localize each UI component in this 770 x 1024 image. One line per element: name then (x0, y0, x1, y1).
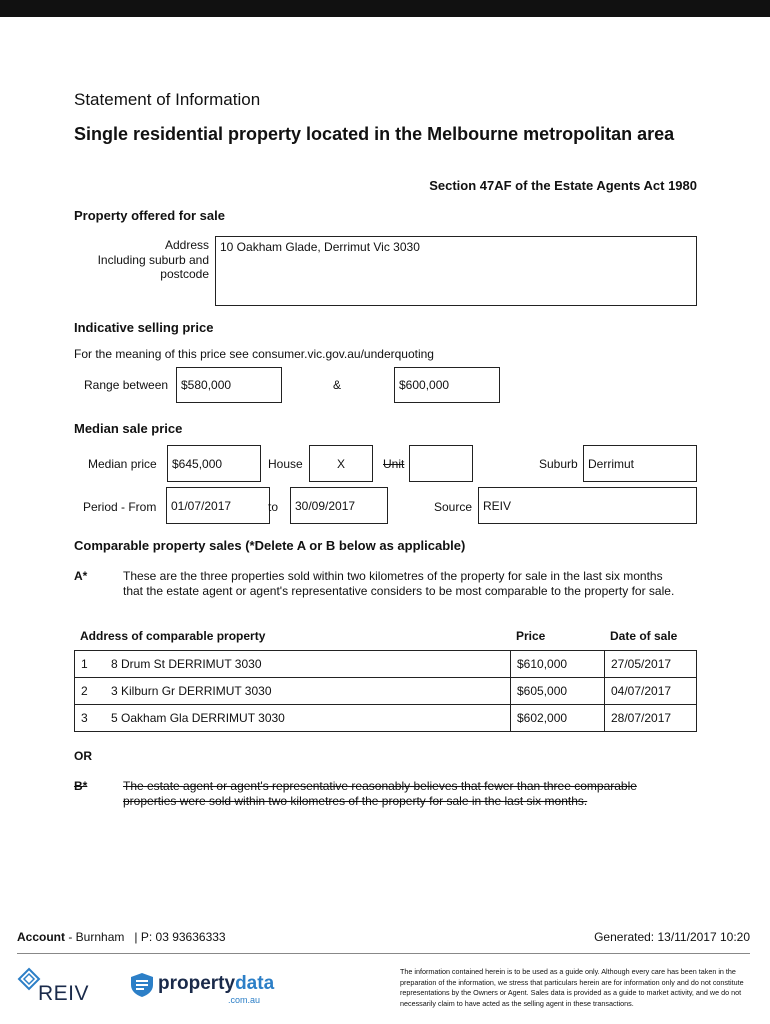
suburb-label: Suburb (539, 457, 578, 471)
table-row (75, 678, 697, 705)
period-from-field[interactable]: 01/07/2017 (166, 487, 270, 524)
period-to-field[interactable]: 30/09/2017 (290, 487, 388, 524)
row-number: 2 (81, 684, 88, 698)
comparable-sales-table (74, 650, 697, 732)
address-label-line: postcode (160, 267, 209, 281)
reiv-logo-text: REIV (38, 982, 90, 1005)
house-label: House (268, 457, 303, 471)
account-info (17, 930, 226, 944)
act-reference: Section 47AF of the Estate Agents Act 1980 (429, 178, 697, 193)
price-cell: $602,000 (511, 705, 605, 732)
range-ampersand: & (333, 378, 342, 392)
address-label-line: Including suburb and (97, 252, 209, 267)
period-label: Period - From (83, 500, 157, 514)
median-price-field[interactable]: $645,000 (167, 445, 261, 482)
price-cell: $610,000 (511, 651, 605, 678)
median-section-title: Median sale price (74, 421, 183, 436)
date-cell: 04/07/2017 (605, 678, 697, 705)
col-header-address: Address of comparable property (80, 629, 266, 643)
row-number: 1 (81, 657, 88, 671)
propertydata-domain: .com.au (228, 995, 261, 1005)
document-title: Statement of Information (74, 90, 261, 109)
house-checkbox[interactable]: X (309, 445, 373, 482)
footer-divider (17, 953, 750, 954)
indicative-section-title: Indicative selling price (74, 320, 214, 335)
address-field[interactable]: 10 Oakham Glade, Derrimut Vic 3030 (215, 236, 697, 306)
price-low-field[interactable]: $580,000 (176, 367, 282, 403)
propertydata-wordmark (158, 973, 274, 995)
address-cell (75, 678, 511, 705)
row-number: 3 (81, 711, 88, 725)
option-b-marker: B* (74, 779, 88, 793)
row-address: 5 Oakham Gla DERRIMUT 3030 (111, 711, 285, 725)
price-high-field[interactable]: $600,000 (394, 367, 500, 403)
range-label: Range between (84, 378, 169, 392)
account-label: Account (17, 930, 65, 944)
account-phone: | P: 03 93636333 (134, 930, 226, 944)
account-value: - Burnham (68, 930, 125, 944)
date-cell: 28/07/2017 (605, 705, 697, 732)
suburb-field[interactable]: Derrimut (583, 445, 697, 482)
propertydata-shield-icon (130, 972, 154, 998)
disclaimer-text: The information contained herein is to be used as a guide only. Although every care has been taken in the preparation of the information, we stress that particulars herein are for information only and do not constitute representations by the Owners or Agent. Sales data is provided as a guide to market activity, and we do not necessarily claim to have acted as the selling agent in these transactions. (400, 967, 744, 1008)
option-b-text: The estate agent or agent's representative reasonably believes that fewer than three comparable properties were sold within two kilometres of the property for sale in the last six months. (123, 779, 637, 808)
reiv-logo (17, 967, 97, 1007)
or-separator: OR (74, 749, 92, 763)
unit-label: Unit (383, 457, 405, 471)
median-price-label: Median price (88, 457, 157, 471)
property-section-title: Property offered for sale (74, 208, 225, 223)
page-heading: Single residential property located in the Melbourne metropolitan area (74, 124, 675, 144)
option-a-text: These are the three properties sold within two kilometres of the property for sale in the last six months that the estate agent or agent's representative considers to be most comparable to the property for sale. (123, 569, 675, 598)
table-row (75, 705, 697, 732)
unit-checkbox[interactable] (409, 445, 473, 482)
generated-timestamp: Generated: 13/11/2017 10:20 (594, 930, 750, 944)
wordmark-main: property (158, 973, 236, 994)
propertydata-logo (130, 972, 280, 1008)
source-field[interactable]: REIV (478, 487, 697, 524)
col-header-date: Date of sale (610, 629, 678, 643)
underquoting-note: For the meaning of this price see consumer.vic.gov.au/underquoting (74, 347, 434, 361)
period-to-label: to (268, 500, 279, 514)
address-cell (75, 705, 511, 732)
col-header-price: Price (516, 629, 546, 643)
price-cell: $605,000 (511, 678, 605, 705)
date-cell: 27/05/2017 (605, 651, 697, 678)
comparable-section-title: Comparable property sales (*Delete A or B below as applicable) (74, 538, 466, 553)
row-address: 3 Kilburn Gr DERRIMUT 3030 (111, 684, 272, 698)
address-label (60, 238, 209, 282)
address-cell (75, 651, 511, 678)
option-a-marker: A* (74, 569, 88, 583)
table-row (75, 651, 697, 678)
row-address: 8 Drum St DERRIMUT 3030 (111, 657, 262, 671)
source-label: Source (434, 500, 473, 514)
address-label-line: Address (164, 238, 209, 252)
top-bar (0, 0, 770, 17)
wordmark-accent: data (235, 973, 275, 994)
